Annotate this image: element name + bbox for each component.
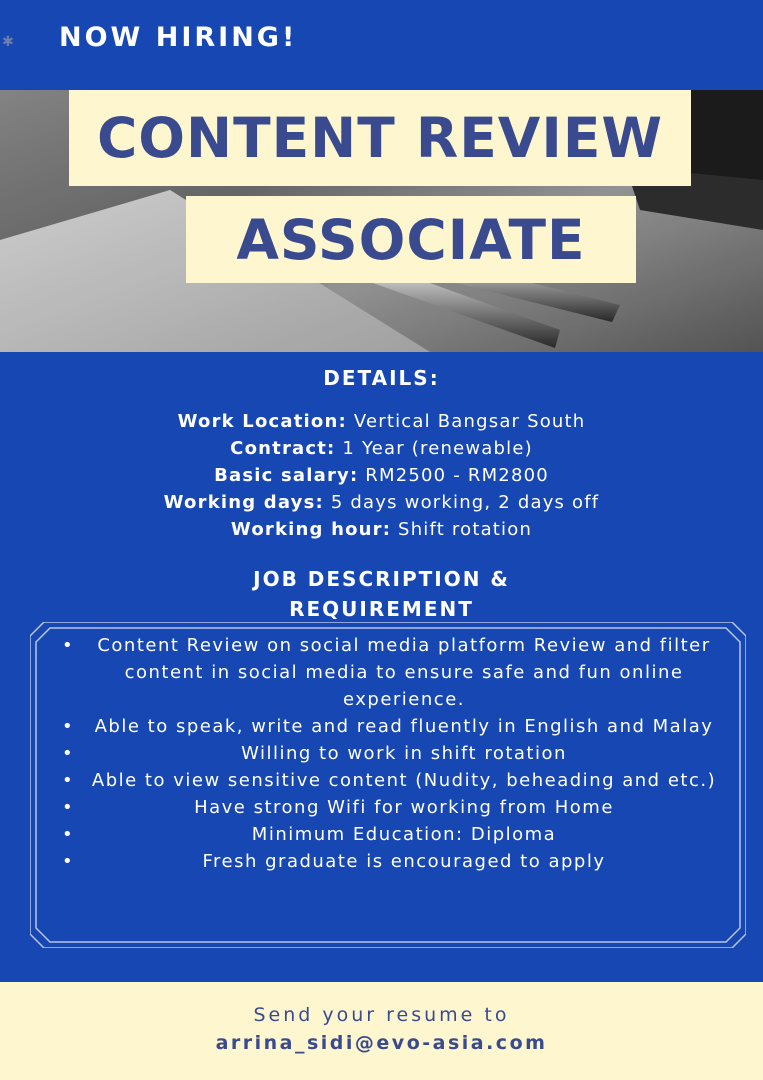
bullet-icon: •: [62, 824, 75, 845]
requirement-text: Have strong Wifi for working from Home: [194, 797, 614, 818]
detail-label: Work Location:: [177, 411, 347, 432]
bullet-icon: •: [62, 635, 75, 656]
bullet-icon: •: [62, 743, 75, 764]
detail-value: Shift rotation: [391, 519, 533, 540]
title-line1-box: [69, 90, 691, 186]
details-list: [0, 408, 763, 543]
title-line2-box: [186, 196, 636, 283]
detail-basic-salary: [0, 462, 763, 489]
bullet-icon: •: [62, 797, 75, 818]
requirement-text: Minimum Education: Diploma: [251, 824, 557, 845]
bullet-icon: •: [62, 770, 75, 791]
requirement-text: Able to speak, write and read fluently in English and Malay: [94, 716, 714, 737]
detail-label: Basic salary:: [214, 465, 359, 486]
list-item: [62, 632, 724, 713]
detail-working-days: [0, 489, 763, 516]
detail-label: Contract:: [230, 438, 336, 459]
detail-contract: [0, 435, 763, 462]
title-line2: ASSOCIATE: [236, 207, 586, 272]
detail-value: Vertical Bangsar South: [346, 411, 586, 432]
job-description-heading: [0, 564, 763, 624]
bullet-icon: •: [62, 716, 75, 737]
list-item: [62, 848, 724, 875]
detail-working-hour: [0, 516, 763, 543]
requirements-list: [62, 632, 724, 875]
requirement-text: Fresh graduate is encouraged to apply: [202, 851, 606, 872]
detail-value: RM2500 - RM2800: [358, 465, 549, 486]
contact-email[interactable]: arrina_sidi@evo-asia.com: [215, 1032, 548, 1054]
jd-heading-line2: REQUIREMENT: [289, 597, 474, 621]
send-resume-label: Send your resume to: [253, 1004, 510, 1026]
title-line1: CONTENT REVIEW: [96, 106, 664, 170]
footer-contact: [0, 982, 763, 1080]
requirement-text: Willing to work in shift rotation: [241, 743, 567, 764]
list-item: [62, 794, 724, 821]
list-item: [62, 713, 724, 740]
detail-value: 1 Year (renewable): [335, 438, 533, 459]
details-heading: DETAILS:: [323, 366, 440, 390]
detail-value: 5 days working, 2 days off: [323, 492, 600, 513]
star-icon: ✱: [2, 34, 14, 50]
list-item: [62, 767, 724, 794]
jd-heading-line1: JOB DESCRIPTION &: [253, 567, 510, 591]
bullet-icon: •: [62, 851, 75, 872]
requirement-text: Able to view sensitive content (Nudity, beheading and etc.): [91, 770, 717, 791]
detail-label: Working hour:: [230, 519, 392, 540]
list-item: [62, 821, 724, 848]
now-hiring-label: NOW HIRING!: [59, 22, 298, 53]
list-item: [62, 740, 724, 767]
detail-work-location: [0, 408, 763, 435]
requirement-text: Content Review on social media platform Review and filter content in social media to ensure safe and fun online experience.: [97, 635, 711, 710]
detail-label: Working days:: [163, 492, 324, 513]
